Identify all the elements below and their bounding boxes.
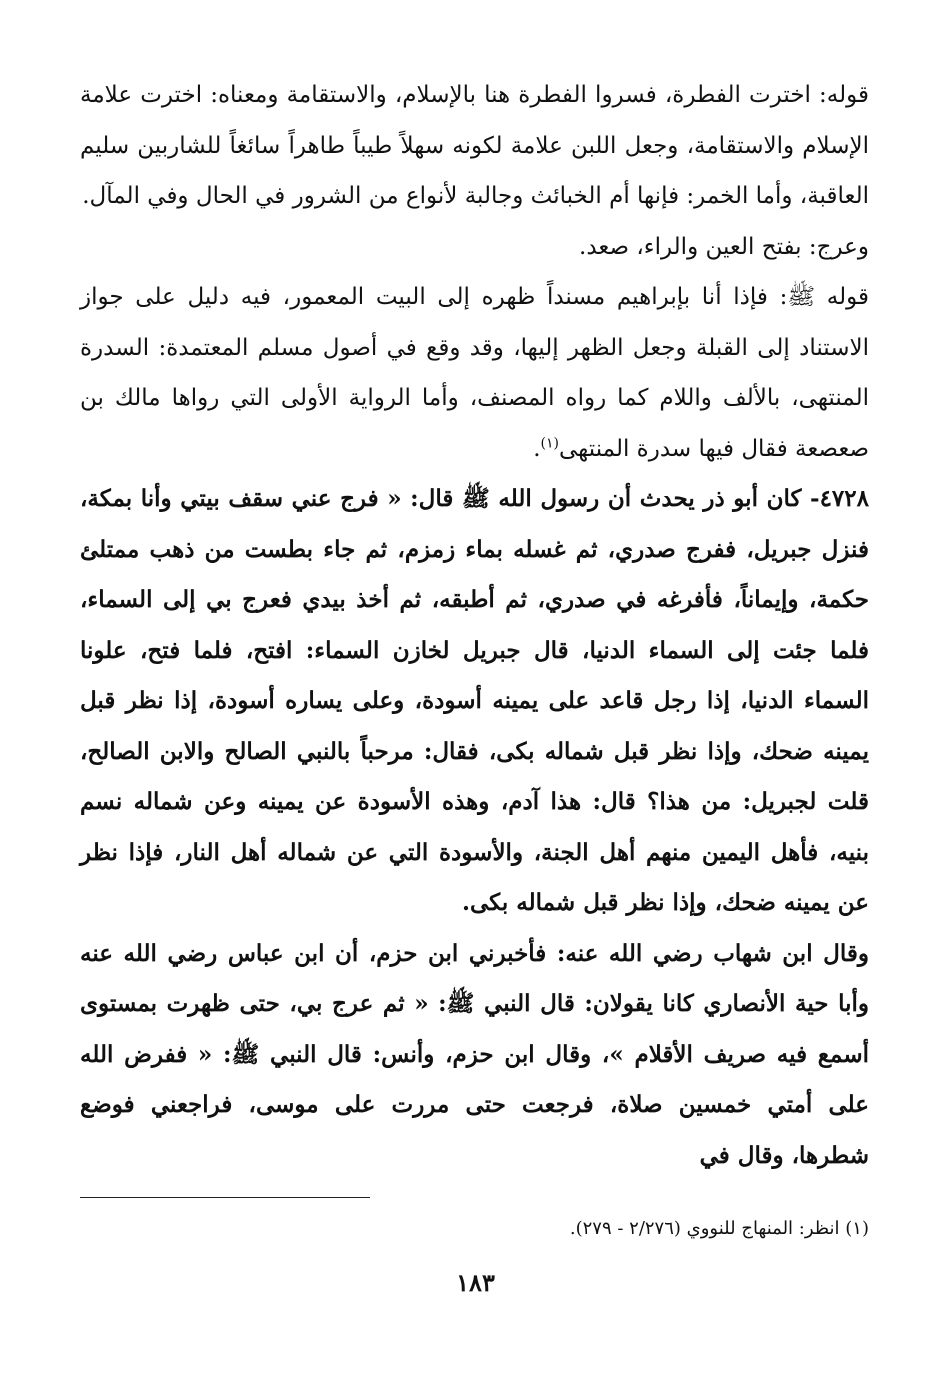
footnote-reference: (١)	[540, 434, 560, 451]
commentary-ibrahim-tail: .	[533, 435, 541, 462]
hadith-ibn-shihab: وقال ابن شهاب رضي الله عنه: فأخبرني ابن حزم، أن ابن عباس رضي الله عنه وأبا حية الأنصاري كانا يقولان: قال النبي ﷺ: « ثم عرج بي، حتى ظهرت بمستوى أسمع فيه صريف الأقلام »، وقال ابن حزم، وأنس: قال النبي ﷺ: « ففرض الله على أمتي خمسين صلاة، فرجعت حتى مررت على موسى، فراجعني فوضع شطرها، وقال في	[80, 939, 869, 1169]
footnote-divider	[80, 1197, 370, 1198]
page-body	[80, 70, 869, 1181]
commentary-paragraph-uruj: وعرج: بفتح العين والراء، صعد.	[579, 233, 869, 260]
commentary-paragraph-ibrahim	[80, 272, 869, 474]
page-number: ١٨٣	[456, 1268, 495, 1297]
hadith-4728: ٤٧٢٨- كان أبو ذر يحدث أن رسول الله ﷺ قال: « فرج عني سقف بيتي وأنا بمكة، فنزل جبريل، ففرج صدري، ثم غسله بماء زمزم، ثم جاء بطست من ذهب ممتلئ حكمة، وإيماناً، فأفرغه في صدري، ثم أطبقه، ثم أخذ بيدي فعرج بي إلى السماء، فلما جئت إلى السماء الدنيا، قال جبريل لخازن السماء: افتح، فلما فتح، علونا السماء الدنيا، إذا رجل قاعد على يمينه أسودة، وعلى يساره أسودة، إذا نظر قبل يمينه ضحك، وإذا نظر قبل شماله بكى، فقال: مرحباً بالنبي الصالح والابن الصالح، قلت لجبريل: من هذا؟ قال: هذا آدم، وهذه الأسودة عن يمينه وعن شماله نسم بنيه، فأهل اليمين منهم أهل الجنة، والأسودة التي عن شماله أهل النار، فإذا نظر عن يمينه ضحك، وإذا نظر قبل شماله بكى.	[80, 485, 869, 916]
commentary-ibrahim-text: قوله ﷺ: فإذا أنا بإبراهيم مسنداً ظهره إلى البيت المعمور، فيه دليل على جواز الاستناد إلى القبلة وجعل الظهر إليها، وقد وقع في أصول مسلم المعتمدة: السدرة المنتهى، بالألف واللام كما رواه المصنف، وأما الرواية الأولى التي رواها مالك بن صعصعة فقال فيها سدرة المنتهى	[80, 284, 869, 462]
footnote: (١) انظر: المنهاج للنووي (٢/٢٧٦ - ٢٧٩).	[569, 1218, 869, 1239]
commentary-paragraph-fitra: قوله: اخترت الفطرة، فسروا الفطرة هنا بالإسلام، والاستقامة ومعناه: اخترت علامة الإسلام والاستقامة، وجعل اللبن علامة لكونه سهلاً طيباً طاهراً سائغاً للشاربين سليم العاقبة، وأما الخمر: فإنها أم الخبائث وجالبة لأنواع من الشرور في الحال وفي المآل.	[80, 82, 869, 209]
